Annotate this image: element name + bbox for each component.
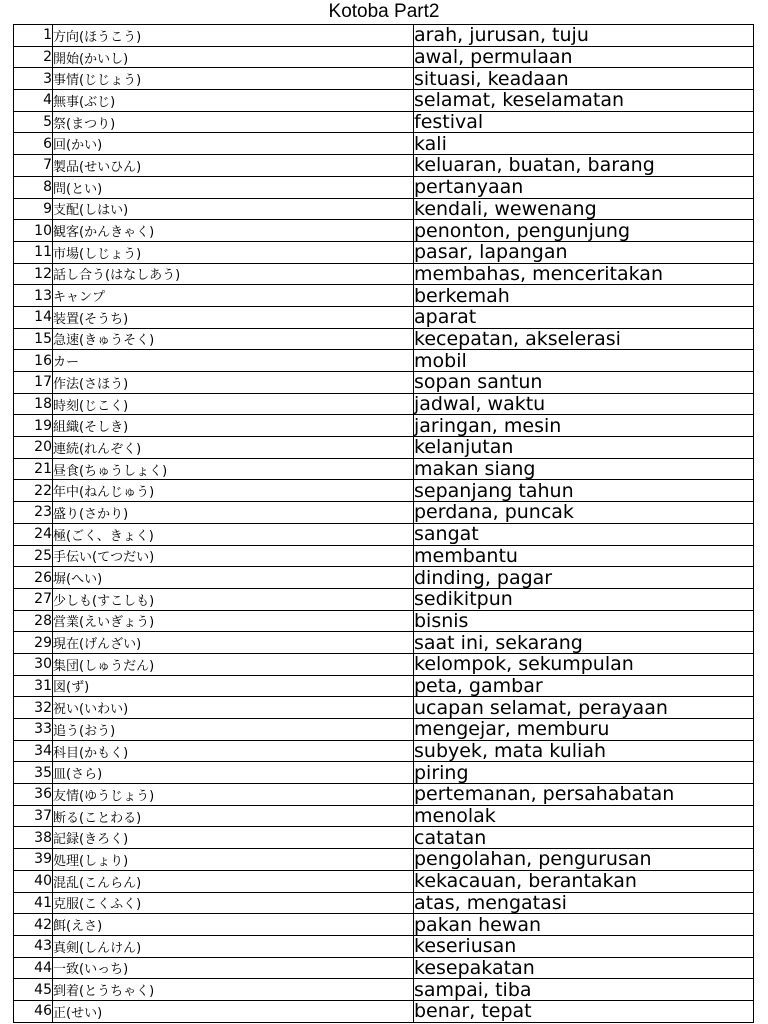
japanese-word: 現在(げんざい) — [53, 632, 414, 654]
indonesian-meaning: benar, tepat — [414, 1000, 754, 1022]
row-number: 3 — [14, 68, 53, 90]
row-number: 20 — [14, 437, 53, 459]
indonesian-meaning: pengolahan, pengurusan — [414, 849, 754, 871]
row-number: 4 — [14, 90, 53, 112]
japanese-word: 組織(そしき) — [53, 415, 414, 437]
japanese-word: キャンプ — [53, 285, 414, 307]
indonesian-meaning: pakan hewan — [414, 914, 754, 936]
row-number: 30 — [14, 653, 53, 675]
row-number: 25 — [14, 545, 53, 567]
table-row — [14, 393, 754, 415]
table-row — [14, 610, 754, 632]
japanese-word: 皿(さら) — [53, 762, 414, 784]
row-number: 5 — [14, 111, 53, 133]
row-number: 46 — [14, 1000, 53, 1022]
japanese-word: 追う(おう) — [53, 719, 414, 741]
table-row — [14, 46, 754, 68]
japanese-word: 塀(へい) — [53, 567, 414, 589]
row-number: 39 — [14, 849, 53, 871]
indonesian-meaning: sepanjang tahun — [414, 480, 754, 502]
table-row — [14, 957, 754, 979]
row-number: 42 — [14, 914, 53, 936]
japanese-word: 開始(かいし) — [53, 46, 414, 68]
row-number: 28 — [14, 610, 53, 632]
indonesian-meaning: penonton, pengunjung — [414, 220, 754, 242]
indonesian-meaning: kesepakatan — [414, 957, 754, 979]
japanese-word: 克服(こくふく) — [53, 892, 414, 914]
row-number: 8 — [14, 176, 53, 198]
table-row — [14, 437, 754, 459]
indonesian-meaning: pertanyaan — [414, 176, 754, 198]
indonesian-meaning: selamat, keselamatan — [414, 90, 754, 112]
japanese-word: 集団(しゅうだん) — [53, 653, 414, 675]
japanese-word: 観客(かんきゃく) — [53, 220, 414, 242]
table-row — [14, 502, 754, 524]
indonesian-meaning: bisnis — [414, 610, 754, 632]
indonesian-meaning: dinding, pagar — [414, 567, 754, 589]
japanese-word: 昼食(ちゅうしょく) — [53, 458, 414, 480]
table-row — [14, 198, 754, 220]
row-number: 27 — [14, 588, 53, 610]
japanese-word: 手伝い(てつだい) — [53, 545, 414, 567]
row-number: 26 — [14, 567, 53, 589]
indonesian-meaning: menolak — [414, 805, 754, 827]
row-number: 43 — [14, 935, 53, 957]
japanese-word: 餌(えさ) — [53, 914, 414, 936]
indonesian-meaning: sangat — [414, 523, 754, 545]
indonesian-meaning: berkemah — [414, 285, 754, 307]
japanese-word: 図(ず) — [53, 675, 414, 697]
row-number: 18 — [14, 393, 53, 415]
row-number: 9 — [14, 198, 53, 220]
table-row — [14, 25, 754, 47]
japanese-word: 方向(ほうこう) — [53, 25, 414, 47]
indonesian-meaning: situasi, keadaan — [414, 68, 754, 90]
row-number: 21 — [14, 458, 53, 480]
table-row — [14, 415, 754, 437]
table-row — [14, 285, 754, 307]
japanese-word: 一致(いっち) — [53, 957, 414, 979]
indonesian-meaning: perdana, puncak — [414, 502, 754, 524]
japanese-word: 回(かい) — [53, 133, 414, 155]
japanese-word: 支配(しはい) — [53, 198, 414, 220]
japanese-word: 記録(きろく) — [53, 827, 414, 849]
japanese-word: 到着(とうちゃく) — [53, 979, 414, 1001]
indonesian-meaning: awal, permulaan — [414, 46, 754, 68]
row-number: 34 — [14, 740, 53, 762]
row-number: 33 — [14, 719, 53, 741]
row-number: 16 — [14, 350, 53, 372]
row-number: 24 — [14, 523, 53, 545]
japanese-word: 祝い(いわい) — [53, 697, 414, 719]
japanese-word: 年中(ねんじゅう) — [53, 480, 414, 502]
indonesian-meaning: sedikitpun — [414, 588, 754, 610]
row-number: 41 — [14, 892, 53, 914]
japanese-word: 友情(ゆうじょう) — [53, 784, 414, 806]
row-number: 15 — [14, 328, 53, 350]
table-row — [14, 241, 754, 263]
table-row — [14, 849, 754, 871]
japanese-word: 急速(きゅうそく) — [53, 328, 414, 350]
table-row — [14, 784, 754, 806]
table-row — [14, 892, 754, 914]
indonesian-meaning: jaringan, mesin — [414, 415, 754, 437]
indonesian-meaning: jadwal, waktu — [414, 393, 754, 415]
japanese-word: 処理(しょり) — [53, 849, 414, 871]
table-row — [14, 588, 754, 610]
row-number: 45 — [14, 979, 53, 1001]
table-row — [14, 1000, 754, 1022]
japanese-word: 作法(さほう) — [53, 372, 414, 394]
indonesian-meaning: piring — [414, 762, 754, 784]
row-number: 36 — [14, 784, 53, 806]
table-row — [14, 523, 754, 545]
japanese-word: 断る(ことわる) — [53, 805, 414, 827]
indonesian-meaning: membahas, menceritakan — [414, 263, 754, 285]
japanese-word: 極(ごく、きょく) — [53, 523, 414, 545]
table-row — [14, 350, 754, 372]
table-row — [14, 762, 754, 784]
row-number: 17 — [14, 372, 53, 394]
row-number: 6 — [14, 133, 53, 155]
japanese-word: 問(とい) — [53, 176, 414, 198]
row-number: 13 — [14, 285, 53, 307]
indonesian-meaning: kekacauan, berantakan — [414, 870, 754, 892]
indonesian-meaning: arah, jurusan, tuju — [414, 25, 754, 47]
japanese-word: 装置(そうち) — [53, 306, 414, 328]
table-row — [14, 914, 754, 936]
indonesian-meaning: membantu — [414, 545, 754, 567]
table-row — [14, 263, 754, 285]
table-row — [14, 870, 754, 892]
indonesian-meaning: festival — [414, 111, 754, 133]
table-row — [14, 979, 754, 1001]
japanese-word: カー — [53, 350, 414, 372]
table-row — [14, 740, 754, 762]
table-row — [14, 653, 754, 675]
indonesian-meaning: sopan santun — [414, 372, 754, 394]
japanese-word: 祭(まつり) — [53, 111, 414, 133]
table-row — [14, 632, 754, 654]
table-row — [14, 133, 754, 155]
indonesian-meaning: kelompok, sekumpulan — [414, 653, 754, 675]
table-row — [14, 220, 754, 242]
indonesian-meaning: ucapan selamat, perayaan — [414, 697, 754, 719]
row-number: 40 — [14, 870, 53, 892]
indonesian-meaning: saat ini, sekarang — [414, 632, 754, 654]
japanese-word: 事情(じじょう) — [53, 68, 414, 90]
indonesian-meaning: atas, mengatasi — [414, 892, 754, 914]
japanese-word: 盛り(さかり) — [53, 502, 414, 524]
indonesian-meaning: mengejar, memburu — [414, 719, 754, 741]
table-row — [14, 697, 754, 719]
table-row — [14, 90, 754, 112]
japanese-word: 製品(せいひん) — [53, 155, 414, 177]
japanese-word: 正(せい) — [53, 1000, 414, 1022]
row-number: 2 — [14, 46, 53, 68]
row-number: 32 — [14, 697, 53, 719]
row-number: 37 — [14, 805, 53, 827]
table-row — [14, 567, 754, 589]
table-row — [14, 111, 754, 133]
vocabulary-table — [13, 24, 754, 1023]
japanese-word: 科目(かもく) — [53, 740, 414, 762]
indonesian-meaning: keseriusan — [414, 935, 754, 957]
row-number: 38 — [14, 827, 53, 849]
indonesian-meaning: kecepatan, akselerasi — [414, 328, 754, 350]
row-number: 1 — [14, 25, 53, 47]
indonesian-meaning: mobil — [414, 350, 754, 372]
indonesian-meaning: kali — [414, 133, 754, 155]
row-number: 12 — [14, 263, 53, 285]
japanese-word: 真剣(しんけん) — [53, 935, 414, 957]
row-number: 7 — [14, 155, 53, 177]
indonesian-meaning: kendali, wewenang — [414, 198, 754, 220]
japanese-word: 話し合う(はなしあう) — [53, 263, 414, 285]
row-number: 11 — [14, 241, 53, 263]
table-row — [14, 719, 754, 741]
indonesian-meaning: makan siang — [414, 458, 754, 480]
table-row — [14, 675, 754, 697]
indonesian-meaning: subyek, mata kuliah — [414, 740, 754, 762]
table-row — [14, 458, 754, 480]
table-row — [14, 176, 754, 198]
japanese-word: 連続(れんぞく) — [53, 437, 414, 459]
indonesian-meaning: peta, gambar — [414, 675, 754, 697]
table-row — [14, 155, 754, 177]
row-number: 19 — [14, 415, 53, 437]
table-row — [14, 68, 754, 90]
japanese-word: 混乱(こんらん) — [53, 870, 414, 892]
indonesian-meaning: sampai, tiba — [414, 979, 754, 1001]
table-row — [14, 306, 754, 328]
row-number: 23 — [14, 502, 53, 524]
japanese-word: 無事(ぶじ) — [53, 90, 414, 112]
table-row — [14, 545, 754, 567]
indonesian-meaning: aparat — [414, 306, 754, 328]
row-number: 22 — [14, 480, 53, 502]
indonesian-meaning: pasar, lapangan — [414, 241, 754, 263]
japanese-word: 時刻(じこく) — [53, 393, 414, 415]
japanese-word: 少しも(すこしも) — [53, 588, 414, 610]
indonesian-meaning: catatan — [414, 827, 754, 849]
row-number: 10 — [14, 220, 53, 242]
indonesian-meaning: keluaran, buatan, barang — [414, 155, 754, 177]
row-number: 35 — [14, 762, 53, 784]
table-row — [14, 935, 754, 957]
table-row — [14, 480, 754, 502]
vocabulary-table-body — [14, 25, 754, 1023]
table-row — [14, 805, 754, 827]
indonesian-meaning: pertemanan, persahabatan — [414, 784, 754, 806]
row-number: 31 — [14, 675, 53, 697]
indonesian-meaning: kelanjutan — [414, 437, 754, 459]
row-number: 44 — [14, 957, 53, 979]
table-row — [14, 827, 754, 849]
japanese-word: 営業(えいぎょう) — [53, 610, 414, 632]
japanese-word: 市場(しじょう) — [53, 241, 414, 263]
table-row — [14, 328, 754, 350]
row-number: 14 — [14, 306, 53, 328]
page-title: Kotoba Part2 — [328, 1, 440, 22]
table-row — [14, 372, 754, 394]
row-number: 29 — [14, 632, 53, 654]
